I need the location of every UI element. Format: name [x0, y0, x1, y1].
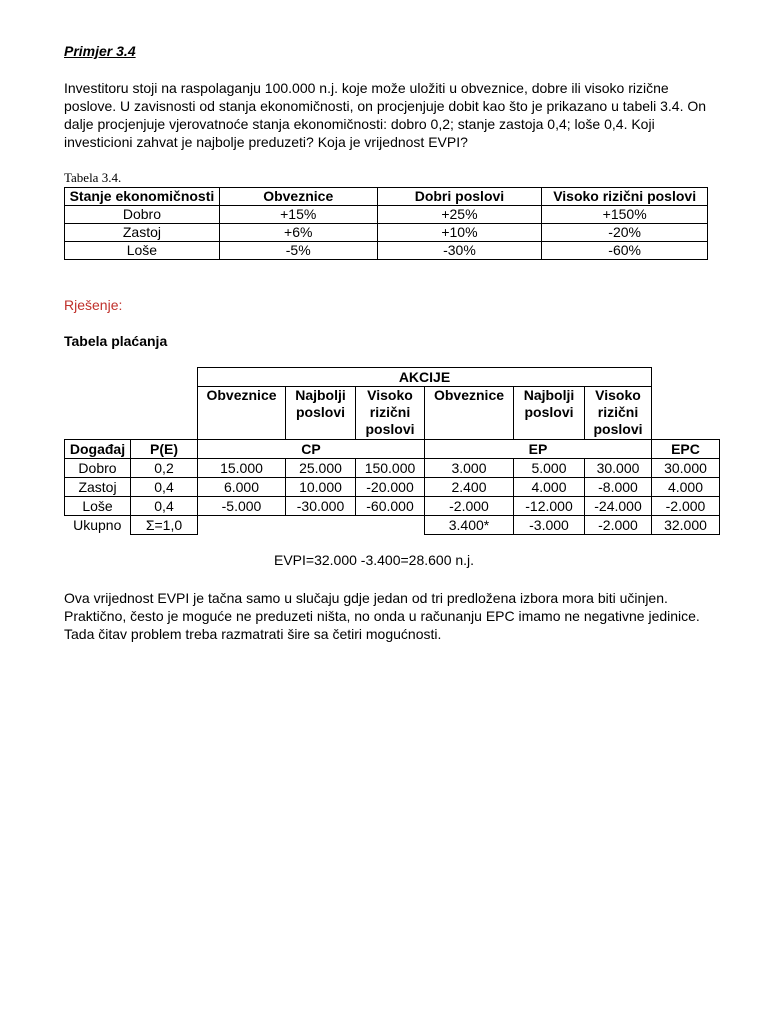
table-cell: 10.000 [286, 478, 356, 497]
header-cell: Dobri poslovi [377, 188, 542, 206]
table-cell: -60% [542, 242, 708, 260]
table-cell: 0,4 [131, 478, 198, 497]
group-header-epc: EPC [652, 440, 720, 459]
table-cell: +150% [542, 206, 708, 224]
table-cell: -2.000 [425, 497, 514, 516]
table-cell: -20% [542, 224, 708, 242]
table-cell: -30.000 [286, 497, 356, 516]
intro-paragraph: Investitoru stoji na raspolaganju 100.000 n.j. koje može uložiti u obveznice, dobre ili visoko rizične poslove. U zavisnosti od stanja ekonomičnosti, on procjenjuje dobit kao što je prikazano u tabeli 3.4. On dalje procjenjuje vjerovatnoće stanja ekonomičnosti: dobro 0,2; stanje zastoja 0,4; loše 0,4. Koji investicioni zahvat je najbolje preduzeti? Koja je vrijednost EVPI? [64, 80, 707, 150]
header-cell: Obveznice [219, 188, 377, 206]
action-header-cell: Najbolji poslovi [514, 387, 585, 440]
table-cell: Dobro [65, 206, 220, 224]
table-row [65, 497, 720, 516]
table-cell: 25.000 [286, 459, 356, 478]
table-cell: 30.000 [652, 459, 720, 478]
table-cell: 30.000 [585, 459, 652, 478]
table-row [65, 242, 708, 260]
table-cell: +25% [377, 206, 542, 224]
table-cell: -5.000 [198, 497, 286, 516]
table-cell: -60.000 [356, 497, 425, 516]
table-cell: Zastoj [65, 478, 131, 497]
table-cell: 0,4 [131, 497, 198, 516]
table-cell: -12.000 [514, 497, 585, 516]
table-cell: +15% [219, 206, 377, 224]
table-cell: -2.000 [652, 497, 720, 516]
table-cell: -8.000 [585, 478, 652, 497]
returns-table [64, 187, 708, 260]
table-row [65, 206, 708, 224]
solution-label: Rješenje: [64, 297, 123, 313]
table-caption: Tabela 3.4. [64, 170, 122, 185]
table-cell: 4.000 [514, 478, 585, 497]
payment-table [64, 367, 720, 535]
total-ep-cell: 3.400* [425, 516, 514, 535]
table-cell: -24.000 [585, 497, 652, 516]
table-cell: Dobro [65, 459, 131, 478]
table-header-row [65, 188, 708, 206]
table-cell: 15.000 [198, 459, 286, 478]
table-cell: 3.000 [425, 459, 514, 478]
header-cell: Visoko rizični poslovi [542, 188, 708, 206]
table-row [65, 224, 708, 242]
table-cell: 0,2 [131, 459, 198, 478]
payment-table-title: Tabela plaćanja [64, 333, 168, 349]
closing-paragraph: Ova vrijednost EVPI je tačna samo u slučaju gdje jedan od tri predložena izbora mora biti učinjen. Praktično, često je moguće ne preduzeti ništa, no onda u računanju EPC imamo ne negativne jedinice. Tada čitav problem treba razmatrati šire sa četiri mogućnosti. [64, 590, 700, 642]
action-header-cell: Visoko rizični poslovi [356, 387, 425, 440]
action-header-cell: Obveznice [425, 387, 514, 440]
table-cell: -30% [377, 242, 542, 260]
table-cell: +10% [377, 224, 542, 242]
table-cell: +6% [219, 224, 377, 242]
action-header-cell: Najbolji poslovi [286, 387, 356, 440]
total-pe: Σ=1,0 [131, 516, 198, 535]
total-row [65, 516, 720, 535]
table-cell: -5% [219, 242, 377, 260]
akcije-row [65, 368, 720, 387]
group-header-ep: EP [425, 440, 652, 459]
table-cell: 150.000 [356, 459, 425, 478]
table-cell: -20.000 [356, 478, 425, 497]
table-cell: 5.000 [514, 459, 585, 478]
evpi-result: EVPI=32.000 -3.400=28.600 n.j. [274, 552, 475, 568]
akcije-header: AKCIJE [198, 368, 652, 387]
action-header-row [65, 387, 720, 440]
table-row [65, 478, 720, 497]
table-row [65, 459, 720, 478]
total-ep-cell: -2.000 [585, 516, 652, 535]
total-epc: 32.000 [652, 516, 720, 535]
table-cell: 6.000 [198, 478, 286, 497]
action-header-cell: Visoko rizični poslovi [585, 387, 652, 440]
group-header-cp: CP [198, 440, 425, 459]
table-cell: 2.400 [425, 478, 514, 497]
action-header-cell: Obveznice [198, 387, 286, 440]
table-cell: Loše [65, 242, 220, 260]
header-cell: Događaj [65, 440, 131, 459]
total-label: Ukupno [73, 516, 122, 533]
example-title: Primjer 3.4 [64, 43, 136, 59]
group-header-row [65, 440, 720, 459]
header-cell: Stanje ekonomičnosti [65, 188, 220, 206]
table-cell: 4.000 [652, 478, 720, 497]
table-cell: Loše [65, 497, 131, 516]
header-cell: P(E) [131, 440, 198, 459]
table-cell: Zastoj [65, 224, 220, 242]
total-ep-cell: -3.000 [514, 516, 585, 535]
